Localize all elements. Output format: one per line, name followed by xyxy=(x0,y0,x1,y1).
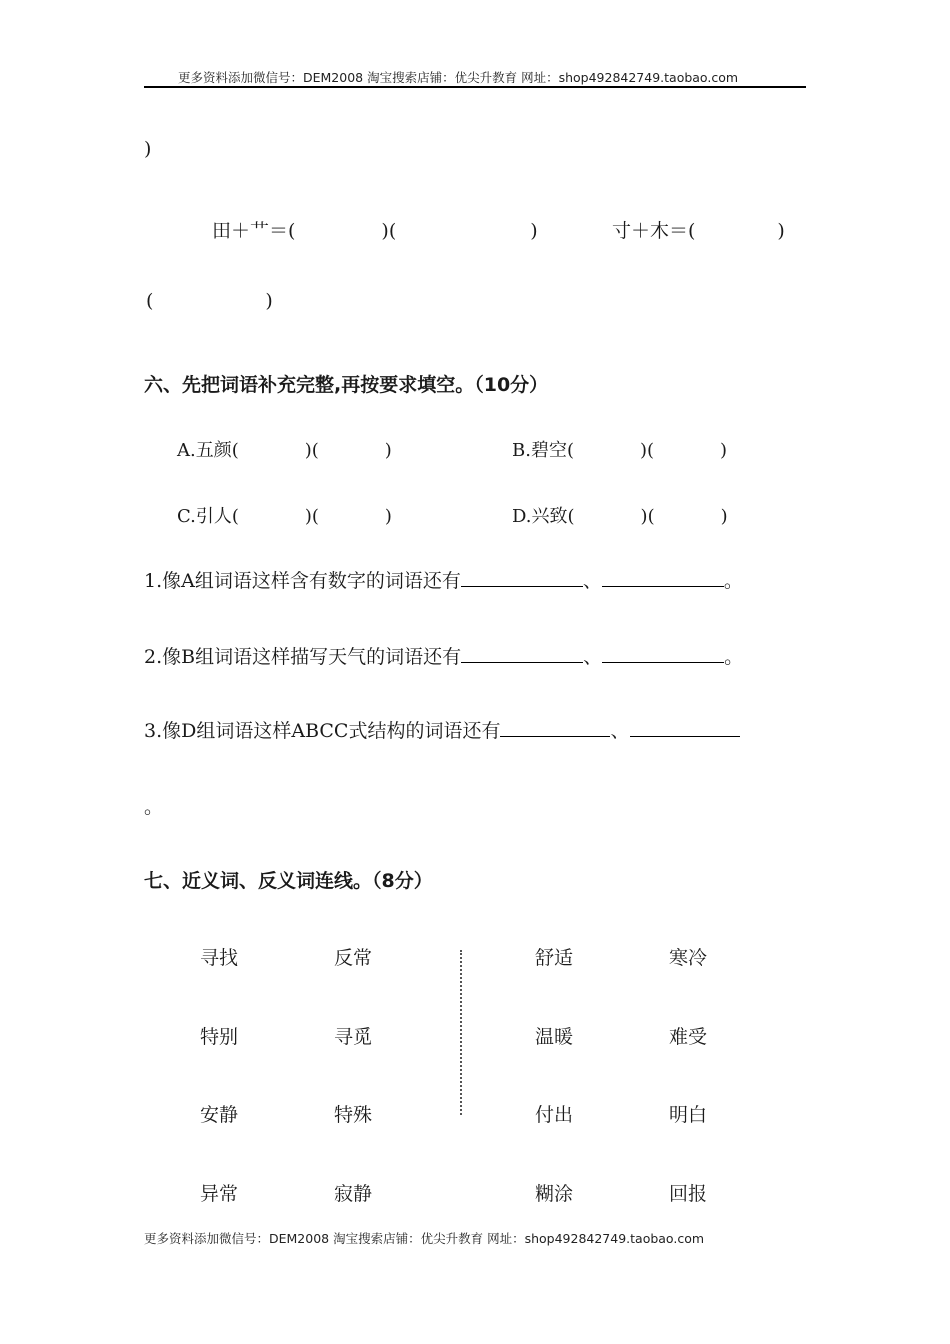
antonym-left-word[interactable]: 付出 xyxy=(535,1104,574,1126)
question-2-end: 。 xyxy=(724,646,744,668)
antonym-left-word[interactable]: 舒适 xyxy=(535,947,574,969)
question-2-sep: 、 xyxy=(583,646,603,668)
antonym-left-word[interactable]: 糊涂 xyxy=(535,1183,574,1205)
synonym-left-word[interactable]: 特别 xyxy=(200,1026,239,1048)
formula-1-expression: 田＋艹＝( xyxy=(212,220,296,242)
option-b xyxy=(512,436,727,462)
synonym-right-word[interactable]: 寻觅 xyxy=(334,1026,373,1048)
wrapped-close-paren: ) xyxy=(265,290,273,312)
question-3 xyxy=(144,716,740,743)
option-a xyxy=(177,436,392,462)
option-c-label: C.引人( xyxy=(177,506,239,527)
question-2-text: 2.像B组词语这样描写天气的词语还有 xyxy=(144,646,462,668)
question-3-text: 3.像D组词语这样ABCC式结构的词语还有 xyxy=(144,720,501,742)
formula-cun-mu xyxy=(612,216,785,243)
wrapped-open-paren: ( xyxy=(146,290,154,312)
question-2-blank-2[interactable] xyxy=(602,644,724,663)
option-d-end: ) xyxy=(720,506,728,527)
wrapped-blank xyxy=(146,290,273,312)
question-1-text: 1.像A组词语这样含有数字的词语还有 xyxy=(144,570,461,592)
option-a-mid: )( xyxy=(304,440,319,461)
question-1-blank-2[interactable] xyxy=(602,568,724,587)
formula-tian-cao xyxy=(212,216,538,243)
option-c-mid: )( xyxy=(304,506,319,527)
section-6-title: 六、先把词语补充完整,再按要求填空。（10分） xyxy=(144,374,549,396)
antonym-right-word[interactable]: 难受 xyxy=(669,1026,708,1048)
synonym-left-word[interactable]: 安静 xyxy=(200,1104,239,1126)
page-footer: 更多资料添加微信号：DEM2008 淘宝搜索店铺：优尖升教育 网址：shop492842749.taobao.com xyxy=(144,1231,705,1246)
formula-1-end: ) xyxy=(530,220,538,242)
question-2 xyxy=(144,642,743,669)
column-divider xyxy=(460,950,462,1115)
question-3-end: 。 xyxy=(144,796,164,818)
question-1-end: 。 xyxy=(723,570,743,592)
header-rule xyxy=(144,86,806,88)
formula-2-expression: 寸＋木＝( xyxy=(612,220,696,242)
question-1 xyxy=(144,566,743,593)
section-7-title: 七、近义词、反义词连线。（8分） xyxy=(144,870,433,892)
option-a-end: ) xyxy=(384,440,392,461)
formula-2-end: ) xyxy=(777,220,785,242)
antonym-right-word[interactable]: 寒冷 xyxy=(669,947,708,969)
option-a-label: A.五颜( xyxy=(177,440,239,461)
synonym-right-word[interactable]: 特殊 xyxy=(334,1104,373,1126)
question-1-blank-1[interactable] xyxy=(461,568,583,587)
option-c-end: ) xyxy=(384,506,392,527)
antonym-left-word[interactable]: 温暖 xyxy=(535,1026,574,1048)
question-2-blank-1[interactable] xyxy=(461,644,583,663)
question-1-sep: 、 xyxy=(582,570,602,592)
synonym-right-word[interactable]: 反常 xyxy=(334,947,373,969)
antonym-right-word[interactable]: 明白 xyxy=(669,1104,708,1126)
option-b-mid: )( xyxy=(639,440,655,461)
antonym-right-word[interactable]: 回报 xyxy=(669,1183,708,1205)
option-b-end: ) xyxy=(720,440,728,461)
synonym-left-word[interactable]: 异常 xyxy=(200,1183,239,1205)
synonym-left-word[interactable]: 寻找 xyxy=(200,947,239,969)
question-3-sep: 、 xyxy=(610,720,630,742)
continued-close-paren: ) xyxy=(144,138,152,160)
option-d-mid: )( xyxy=(640,506,655,527)
question-3-blank-2[interactable] xyxy=(630,718,740,737)
question-3-blank-1[interactable] xyxy=(500,718,610,737)
option-d-label: D.兴致( xyxy=(512,506,575,527)
formula-1-middle: )( xyxy=(381,220,397,242)
option-d xyxy=(512,502,728,528)
page-header: 更多资料添加微信号：DEM2008 淘宝搜索店铺：优尖升教育 网址：shop492842749.taobao.com xyxy=(178,70,739,85)
option-b-label: B.碧空( xyxy=(512,440,574,461)
synonym-right-word[interactable]: 寂静 xyxy=(334,1183,373,1205)
option-c xyxy=(177,502,392,528)
